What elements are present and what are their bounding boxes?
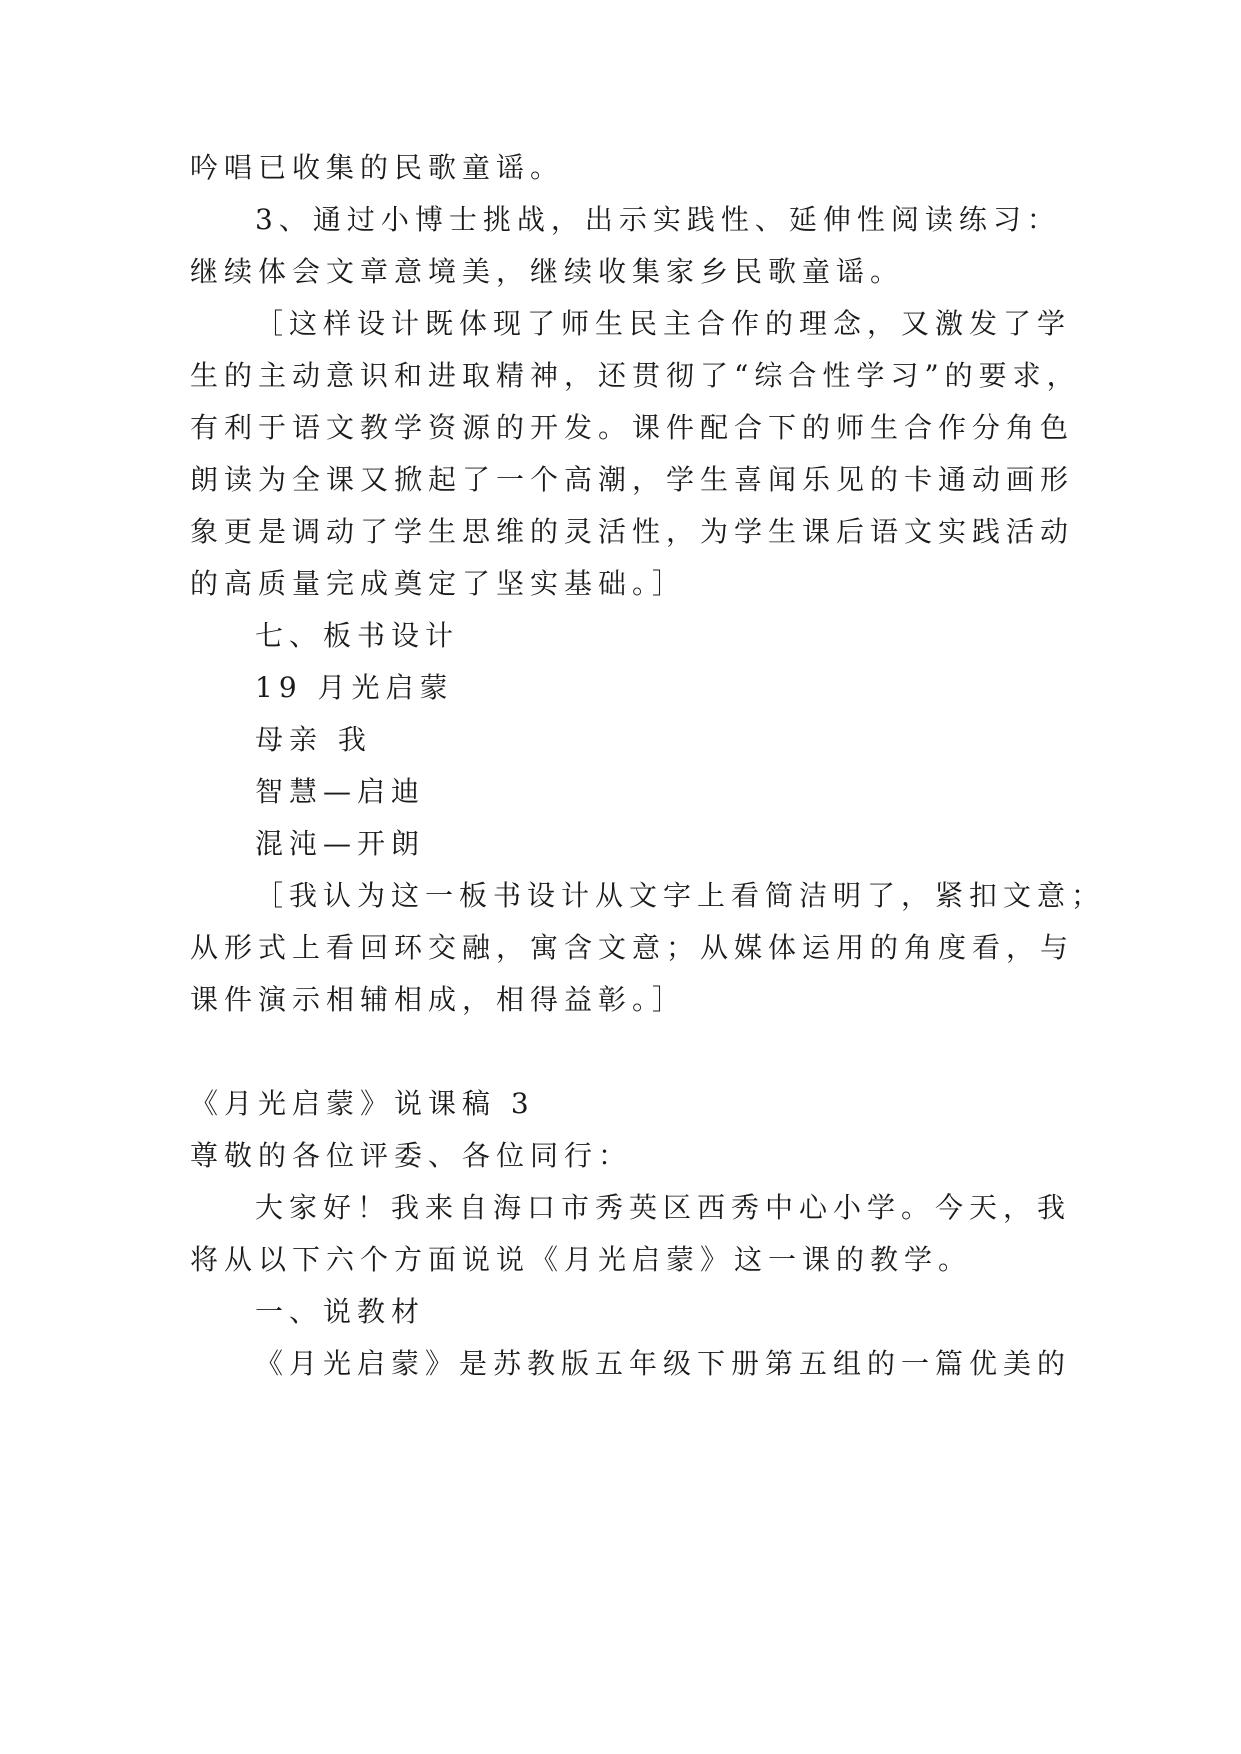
text-line: 有利于语文教学资源的开发。课件配合下的师生合作分角色	[190, 411, 1075, 444]
text-line: 朗读为全课又掀起了一个高潮，学生喜闻乐见的卡通动画形	[190, 463, 1075, 496]
document-title: 《月光启蒙》说课稿 3	[190, 1087, 535, 1120]
section-heading: 一、说教材	[255, 1295, 426, 1328]
salutation: 尊敬的各位评委、各位同行：	[190, 1139, 633, 1172]
text-line: 3、通过小博士挑战，出示实践性、延伸性阅读练习：	[255, 203, 1061, 236]
text-line: 从形式上看回环交融，寓含文意；从媒体运用的角度看，与	[190, 931, 1075, 964]
text-line: 智慧—启迪	[255, 775, 426, 808]
text-line: 大家好！我来自海口市秀英区西秀中心小学。今天，我	[255, 1191, 1072, 1224]
text-line: 象更是调动了学生思维的灵活性，为学生课后语文实践活动	[190, 515, 1075, 548]
text-line: 《月光启蒙》是苏教版五年级下册第五组的一篇优美的	[255, 1347, 1072, 1380]
text-line: 母亲 我	[255, 723, 372, 756]
text-line: 继续体会文章意境美，继续收集家乡民歌童谣。	[190, 255, 905, 288]
text-line: ［我认为这一板书设计从文字上看简洁明了，紧扣文意；	[255, 879, 1106, 912]
text-line: 将从以下六个方面说说《月光启蒙》这一课的教学。	[190, 1243, 973, 1276]
text-line: 的高质量完成奠定了坚实基础。］	[190, 567, 687, 600]
text-line: 生的主动意识和进取精神，还贯彻了“综合性学习”的要求，	[190, 359, 1081, 392]
text-line: 混沌—开朗	[255, 827, 426, 860]
text-line: 19 月光启蒙	[255, 671, 454, 704]
text-line: 课件演示相辅相成，相得益彰。］	[190, 983, 687, 1016]
text-line: ［这样设计既体现了师生民主合作的理念，又激发了学	[255, 307, 1072, 340]
text-line: 吟唱已收集的民歌童谣。	[190, 151, 565, 184]
section-heading: 七、板书设计	[255, 619, 460, 652]
